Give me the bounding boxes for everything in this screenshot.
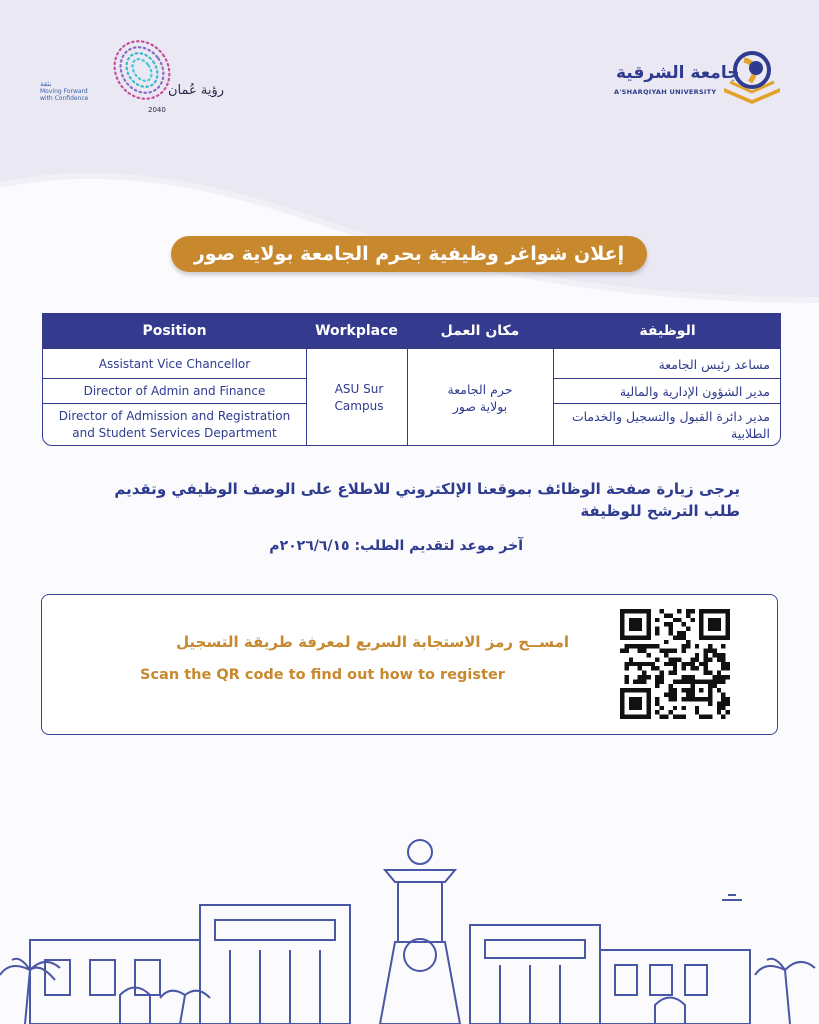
position-cell-ar: مدير الشؤون الإدارية والمالية	[619, 383, 770, 399]
position-cell: Assistant Vice Chancellor	[98, 356, 251, 371]
header-position: Position	[142, 323, 207, 339]
column-divider	[407, 349, 408, 445]
deadline-text: آخر موعد لتقديم الطلب: ٢٠٢٦/٦/١٥م	[269, 538, 523, 554]
vision-year: 2040	[148, 106, 166, 114]
table-header	[43, 314, 781, 349]
qr-instruction-en: Scan the QR code to find out how to register	[140, 667, 505, 683]
campus-skyline-illustration	[0, 820, 819, 1024]
announcement-title-text: إعلان شواغر وظيفية بحرم الجامعة بولاية صور	[193, 243, 625, 265]
vision-tagline-ar: بثقة	[40, 80, 52, 88]
position-cell-ar: مدير دائرة القبول والتسجيل والخدمات الطلابية	[571, 409, 770, 441]
workplace-cell: ASU Sur Campus	[334, 382, 384, 413]
header-position-ar: الوظيفة	[639, 323, 696, 339]
qr-section	[41, 594, 778, 735]
university-name-en: A'SHARQIYAH UNIVERSITY	[614, 88, 717, 96]
oman-vision-logo	[40, 28, 225, 118]
university-logo	[612, 48, 784, 108]
vision-tagline-en: Moving Forward with Confidence	[40, 88, 89, 102]
university-name-ar: جامعة الشرقية	[616, 63, 740, 83]
qr-instruction-ar: امســح رمز الاستجابة السريع لمعرفة طريقة التسجيل	[176, 633, 569, 651]
position-cell: Director of Admission and Registration and Student Services Department	[58, 409, 291, 440]
column-divider	[306, 349, 307, 445]
qr-code[interactable]	[620, 609, 730, 719]
instructions-text: يرجى زيارة صفحة الوظائف بموقعنا الإلكتروني للاطلاع على الوصف الوظيفي وتقديم طلب الترشح للوظيفة	[114, 480, 740, 520]
header-workplace: Workplace	[315, 323, 398, 339]
workplace-cell-ar: حرم الجامعة بولاية صور	[447, 382, 513, 414]
vision-title: رؤية عُمان	[168, 83, 225, 98]
position-cell-ar: مساعد رئيس الجامعة	[658, 356, 770, 372]
position-cell: Director of Admin and Finance	[83, 383, 266, 398]
vacancies-table	[42, 313, 781, 446]
header-workplace-ar: مكان العمل	[440, 323, 520, 339]
university-emblem-icon	[720, 48, 784, 106]
announcement-title	[171, 236, 647, 272]
